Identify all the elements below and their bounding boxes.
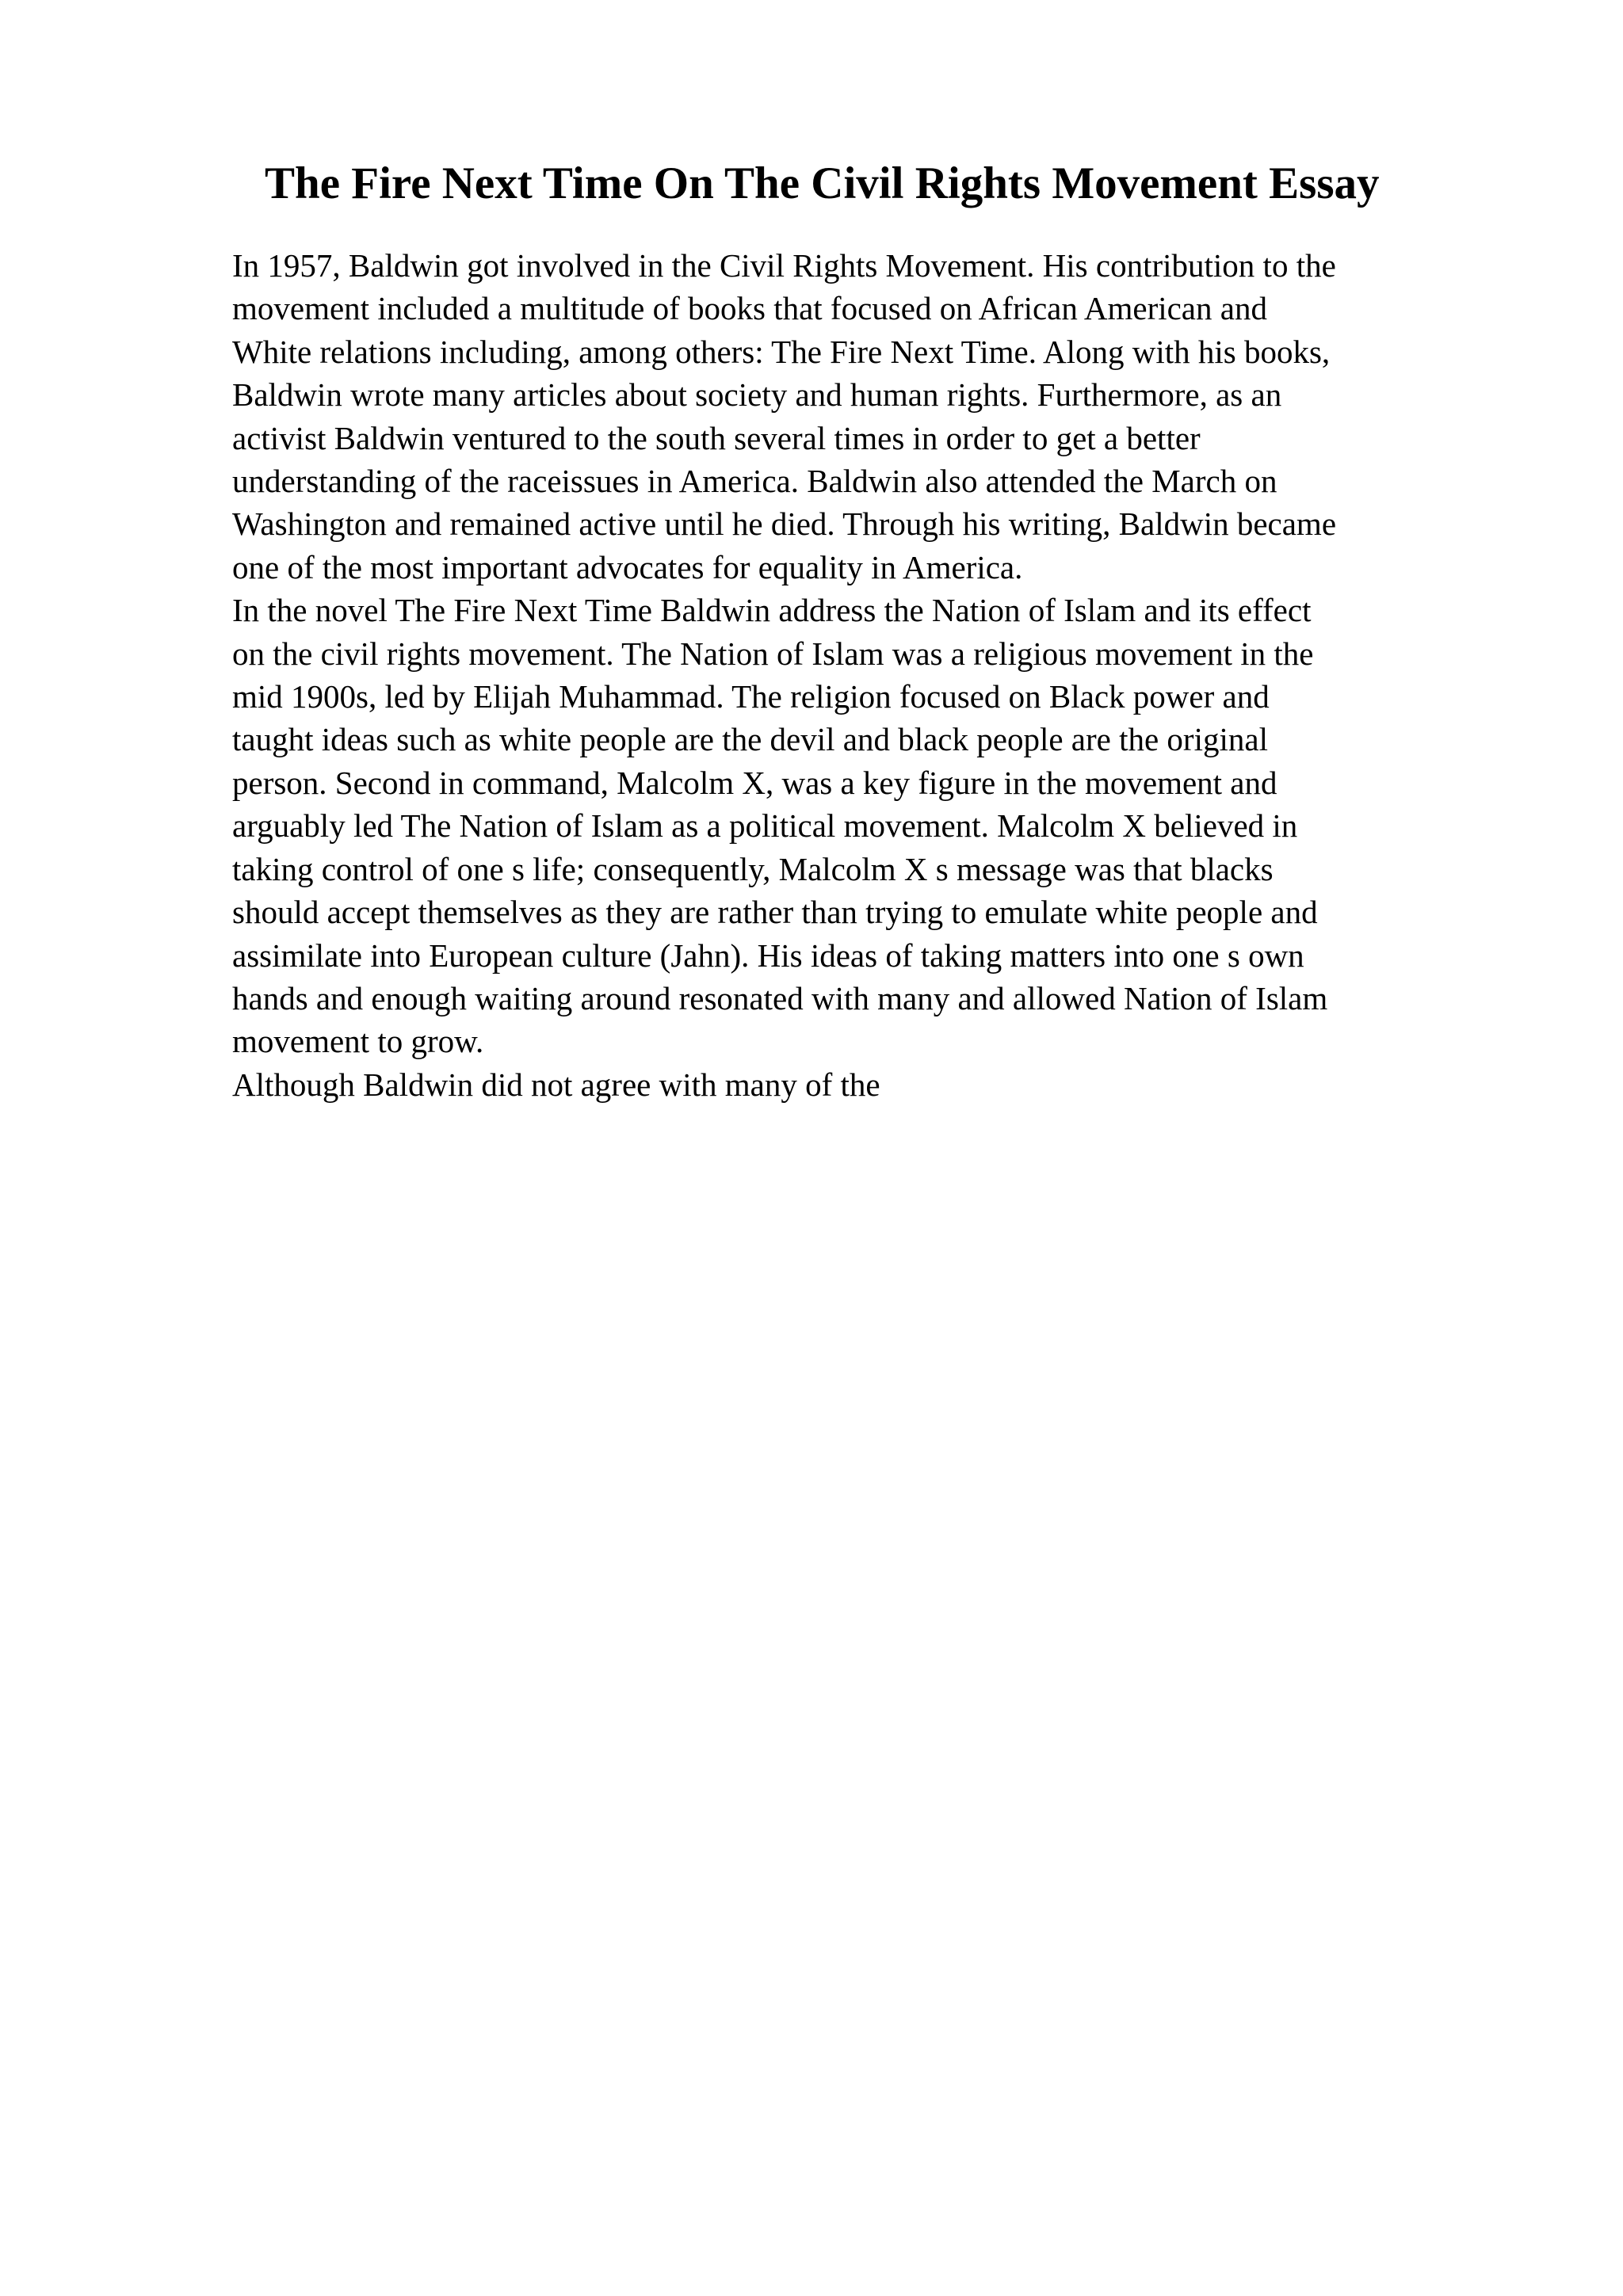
body-line: person. Second in command, Malcolm X, was a key figure in the movement and bbox=[232, 764, 1277, 801]
body-line: movement included a multitude of books that focused on African American and bbox=[232, 290, 1267, 327]
body-line: movement to grow. bbox=[232, 1023, 484, 1060]
document-title: The Fire Next Time On The Civil Rights Movement Essay bbox=[265, 158, 1380, 208]
body-line: White relations including, among others: The Fire Next Time. Along with his books, bbox=[232, 333, 1331, 370]
body-line: mid 1900s, led by Elijah Muhammad. The religion focused on Black power and bbox=[232, 678, 1270, 715]
body-line: activist Baldwin ventured to the south several times in order to get a better bbox=[232, 419, 1201, 456]
document-body bbox=[232, 244, 1516, 1106]
body-line: assimilate into European culture (Jahn). His ideas of taking matters into one s own bbox=[232, 936, 1304, 974]
body-line: on the civil rights movement. The Nation of Islam was a religious movement in the bbox=[232, 635, 1314, 672]
body-line: taught ideas such as white people are the devil and black people are the original bbox=[232, 721, 1268, 758]
body-line: Washington and remained active until he died. Through his writing, Baldwin became bbox=[232, 505, 1337, 543]
body-line: should accept themselves as they are rather than trying to emulate white people and bbox=[232, 894, 1318, 931]
body-line: Although Baldwin did not agree with many of the bbox=[232, 1066, 880, 1103]
body-line: taking control of one s life; consequently, Malcolm X s message was that blacks bbox=[232, 850, 1274, 887]
body-line: In the novel The Fire Next Time Baldwin address the Nation of Islam and its effect bbox=[232, 592, 1312, 629]
body-line: one of the most important advocates for equality in America. bbox=[232, 548, 1023, 585]
body-line: hands and enough waiting around resonated with many and allowed Nation of Islam bbox=[232, 979, 1328, 1016]
body-line: understanding of the raceissues in America. Baldwin also attended the March on bbox=[232, 463, 1277, 500]
body-line: Baldwin wrote many articles about society and human rights. Furthermore, as an bbox=[232, 376, 1282, 414]
body-line: In 1957, Baldwin got involved in the Civil Rights Movement. His contribution to the bbox=[232, 247, 1336, 284]
body-line: arguably led The Nation of Islam as a political movement. Malcolm X believed in bbox=[232, 807, 1298, 845]
